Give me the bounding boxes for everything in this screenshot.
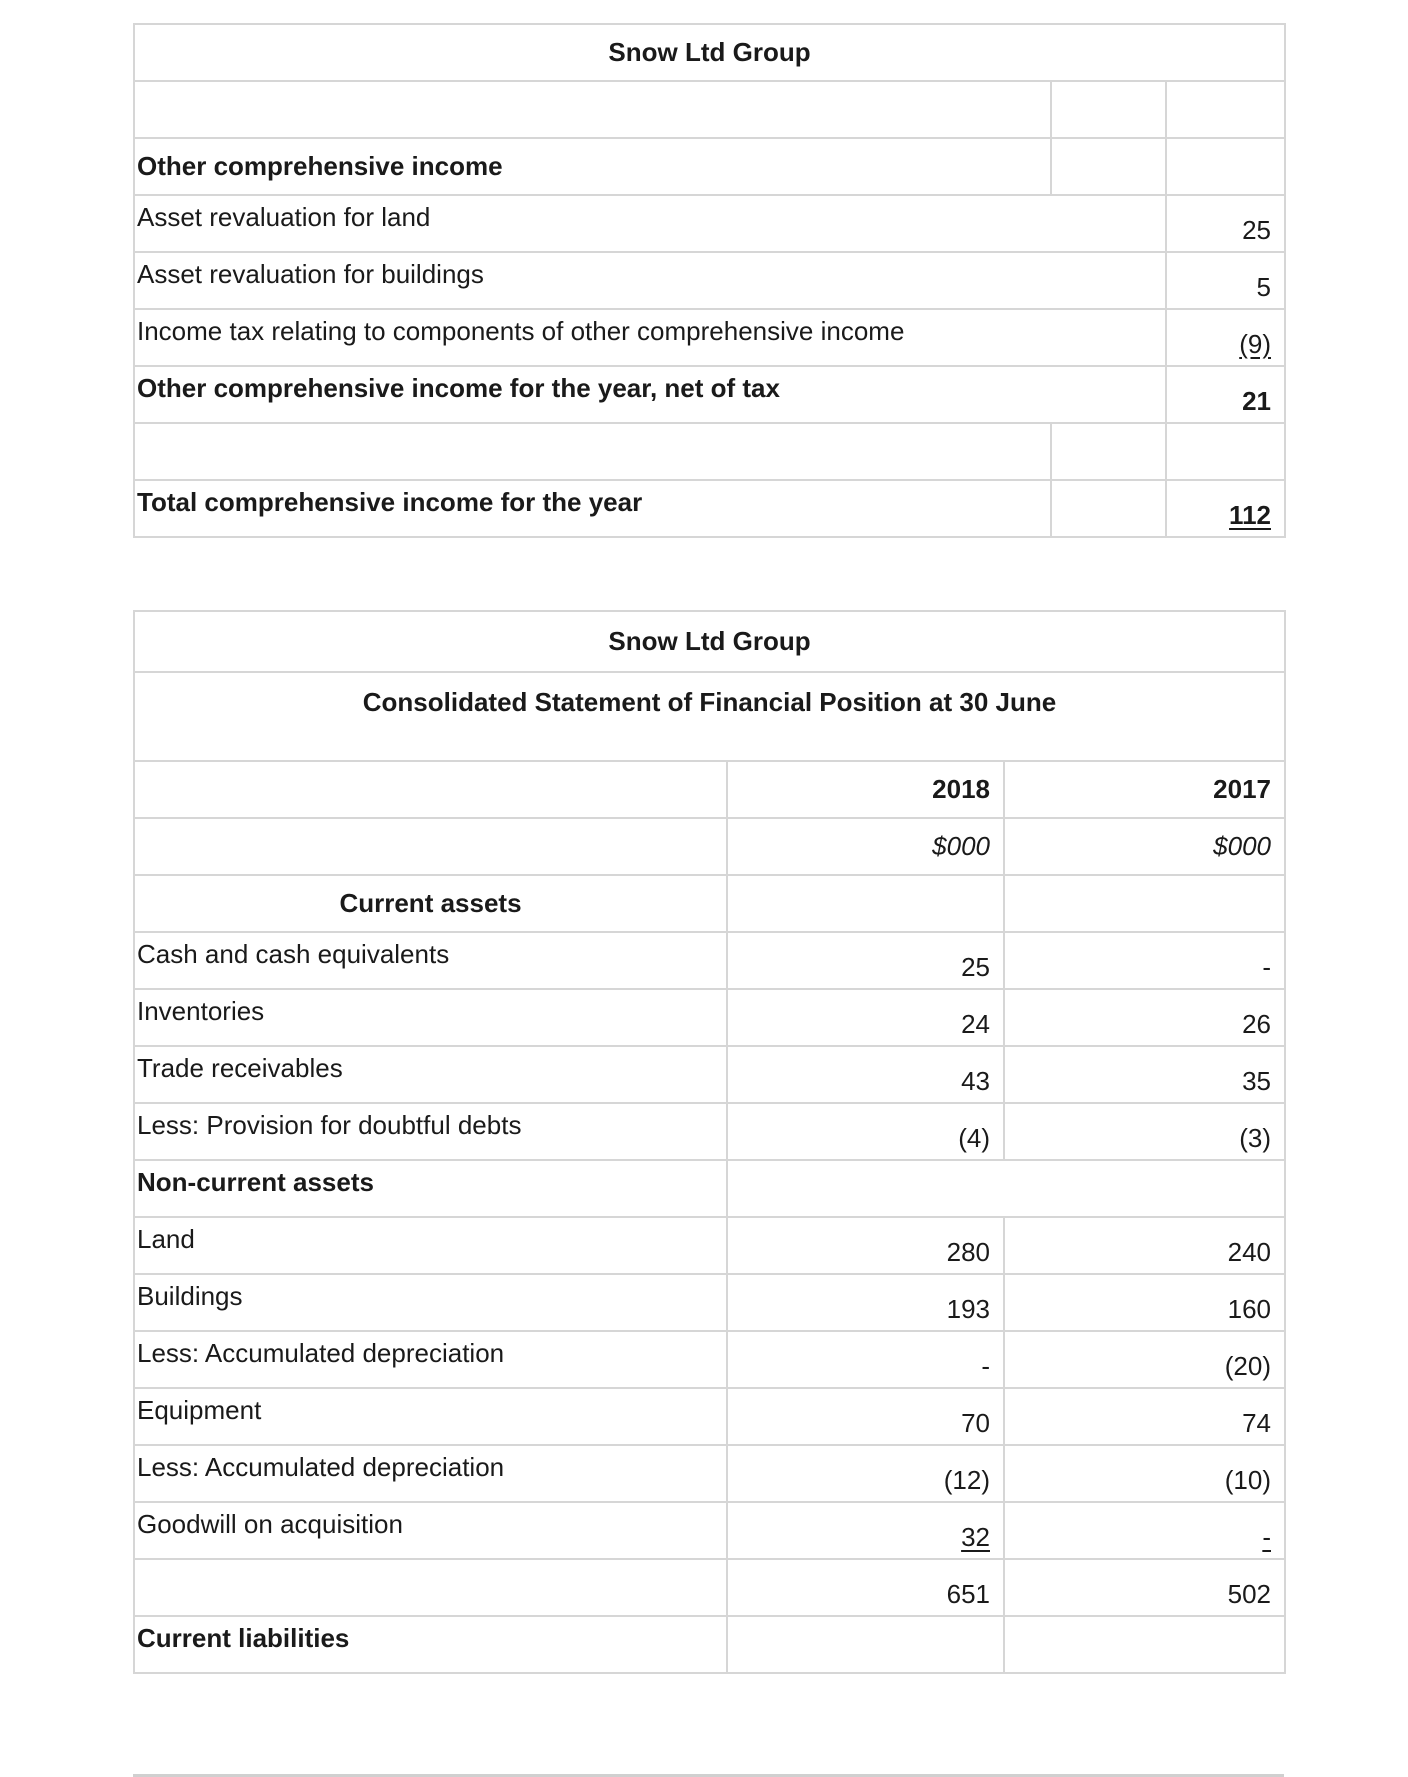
unit-2018: $000 bbox=[727, 818, 1004, 875]
table-row bbox=[134, 818, 1285, 875]
table-row bbox=[134, 1046, 1285, 1103]
row-label: Equipment bbox=[134, 1388, 727, 1445]
row-value-2017: (10) bbox=[1004, 1445, 1285, 1502]
unit-2017: $000 bbox=[1004, 818, 1285, 875]
row-value-2017: - bbox=[1004, 1502, 1285, 1559]
row-value-2017: - bbox=[1004, 932, 1285, 989]
row-label: Cash and cash equivalents bbox=[134, 932, 727, 989]
row-label: Buildings bbox=[134, 1274, 727, 1331]
row-label: Other comprehensive income for the year, net of tax bbox=[134, 366, 1166, 423]
row-value-2017: (20) bbox=[1004, 1331, 1285, 1388]
row-value-2017: 26 bbox=[1004, 989, 1285, 1046]
table-row bbox=[134, 1616, 1285, 1673]
total-label: Total comprehensive income for the year bbox=[134, 480, 1051, 537]
table-row bbox=[134, 875, 1285, 932]
row-value-2017: (3) bbox=[1004, 1103, 1285, 1160]
row-label: Less: Accumulated depreciation bbox=[134, 1331, 727, 1388]
row-value-2018: 70 bbox=[727, 1388, 1004, 1445]
total-value: 112 bbox=[1166, 480, 1285, 537]
row-value-2018: 24 bbox=[727, 989, 1004, 1046]
row-value-2018: (4) bbox=[727, 1103, 1004, 1160]
table-row bbox=[134, 1388, 1285, 1445]
row-value: 25 bbox=[1166, 195, 1285, 252]
row-value-2017: 160 bbox=[1004, 1274, 1285, 1331]
row-value-2018: (12) bbox=[727, 1445, 1004, 1502]
table-row bbox=[134, 309, 1285, 366]
oci-section-heading: Other comprehensive income bbox=[134, 138, 1051, 195]
row-value-2018: - bbox=[727, 1331, 1004, 1388]
row-value-2017: 35 bbox=[1004, 1046, 1285, 1103]
non-current-assets-heading: Non-current assets bbox=[134, 1160, 727, 1217]
row-label: Less: Accumulated depreciation bbox=[134, 1445, 727, 1502]
row-value-2017: 240 bbox=[1004, 1217, 1285, 1274]
table-row bbox=[134, 1274, 1285, 1331]
oci-title: Snow Ltd Group bbox=[134, 24, 1285, 81]
table-row bbox=[134, 1103, 1285, 1160]
row-label: Goodwill on acquisition bbox=[134, 1502, 727, 1559]
current-assets-heading: Current assets bbox=[134, 875, 727, 932]
row-value: (9) bbox=[1166, 309, 1285, 366]
table-row bbox=[134, 195, 1285, 252]
table-row bbox=[134, 1559, 1285, 1616]
row-label: Asset revaluation for buildings bbox=[134, 252, 1166, 309]
table-row bbox=[134, 252, 1285, 309]
row-label: Less: Provision for doubtful debts bbox=[134, 1103, 727, 1160]
row-value-2018: 32 bbox=[727, 1502, 1004, 1559]
row-label: Land bbox=[134, 1217, 727, 1274]
current-liabilities-heading: Current liabilities bbox=[134, 1616, 727, 1673]
total-assets-2017: 502 bbox=[1004, 1559, 1285, 1616]
row-label: Asset revaluation for land bbox=[134, 195, 1166, 252]
row-label: Inventories bbox=[134, 989, 727, 1046]
table-row bbox=[134, 1331, 1285, 1388]
sfp-table bbox=[133, 610, 1286, 1674]
row-value-2018: 25 bbox=[727, 932, 1004, 989]
total-assets-2018: 651 bbox=[727, 1559, 1004, 1616]
sfp-title: Snow Ltd Group bbox=[134, 611, 1285, 672]
row-label: Income tax relating to components of other comprehensive income bbox=[134, 309, 1166, 366]
table-row bbox=[134, 932, 1285, 989]
table-row bbox=[134, 366, 1285, 423]
oci-table bbox=[133, 23, 1286, 538]
table-row bbox=[134, 761, 1285, 818]
row-label: Trade receivables bbox=[134, 1046, 727, 1103]
row-value-2017: 74 bbox=[1004, 1388, 1285, 1445]
table-row bbox=[134, 1502, 1285, 1559]
table-row bbox=[134, 81, 1285, 138]
table-row bbox=[134, 423, 1285, 480]
table-row bbox=[134, 1160, 1285, 1217]
row-value: 21 bbox=[1166, 366, 1285, 423]
sfp-subtitle: Consolidated Statement of Financial Position at 30 June bbox=[134, 672, 1285, 761]
year-header-2018: 2018 bbox=[727, 761, 1004, 818]
row-value-2018: 280 bbox=[727, 1217, 1004, 1274]
row-value: 5 bbox=[1166, 252, 1285, 309]
table-row bbox=[134, 989, 1285, 1046]
year-header-2017: 2017 bbox=[1004, 761, 1285, 818]
table-row bbox=[134, 1217, 1285, 1274]
table-row bbox=[134, 1445, 1285, 1502]
table-row bbox=[134, 480, 1285, 537]
row-value-2018: 43 bbox=[727, 1046, 1004, 1103]
row-value-2018: 193 bbox=[727, 1274, 1004, 1331]
table-row bbox=[134, 138, 1285, 195]
